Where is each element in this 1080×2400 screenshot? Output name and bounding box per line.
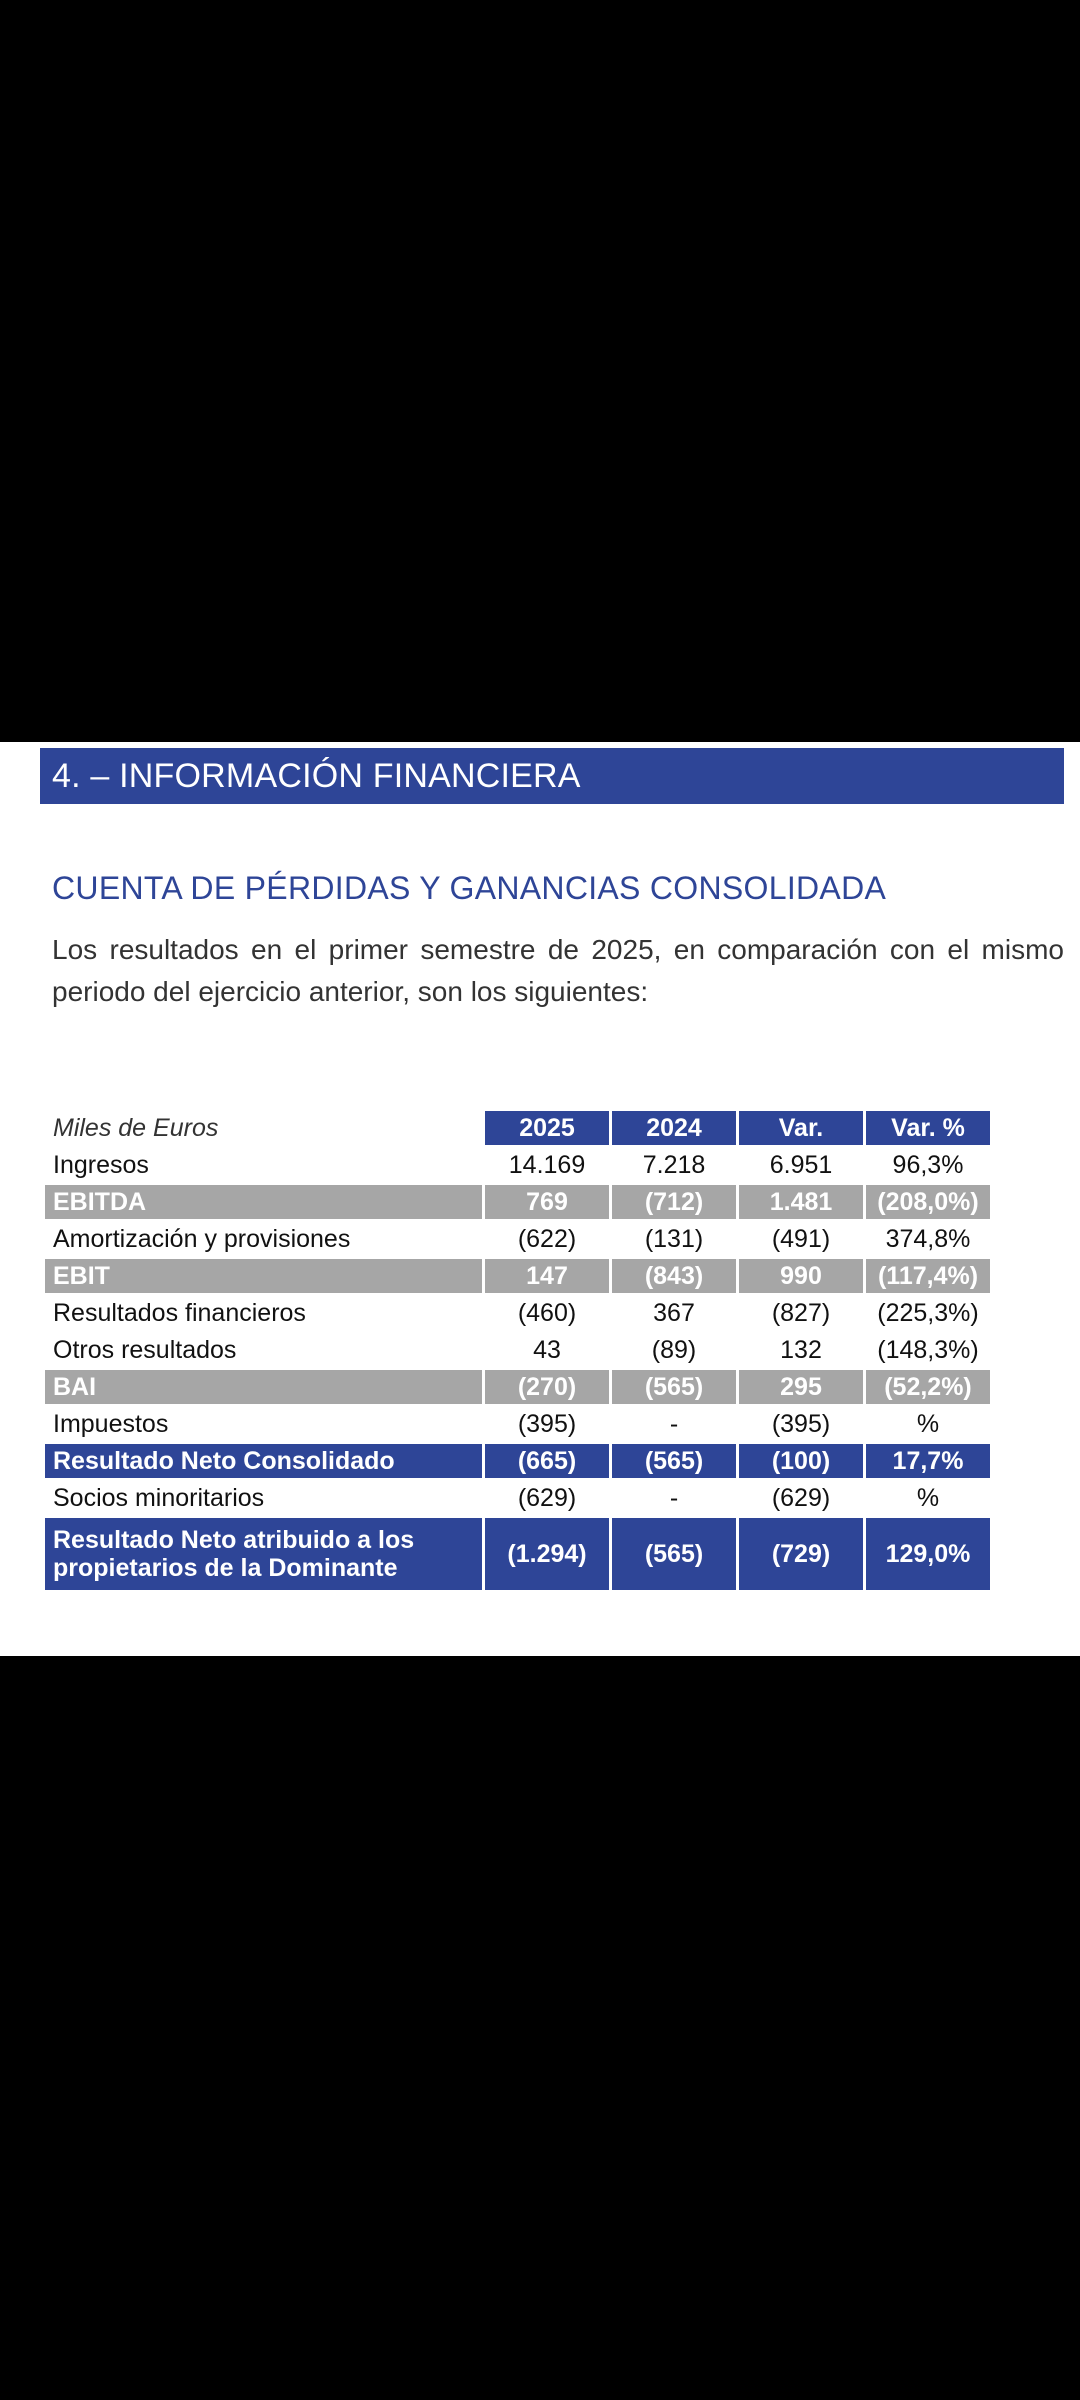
table-row-resultado-neto-consolidado — [45, 1444, 990, 1478]
cell-var-pct: (148,3%) — [866, 1333, 990, 1367]
row-label: Impuestos — [45, 1407, 482, 1441]
cell-var: 295 — [739, 1370, 863, 1404]
cell-var-pct: (208,0%) — [866, 1185, 990, 1219]
cell-var-pct: 129,0% — [866, 1518, 990, 1590]
cell-2024: 7.218 — [612, 1148, 736, 1182]
cell-var-pct: % — [866, 1407, 990, 1441]
cell-var-pct: % — [866, 1481, 990, 1515]
table-row-ebitda — [45, 1185, 990, 1219]
cell-var-pct: 374,8% — [866, 1222, 990, 1256]
cell-2025: (622) — [485, 1222, 609, 1256]
row-label-line-1: Resultado Neto atribuido a los — [53, 1526, 415, 1554]
row-label: Resultado Neto Consolidado — [45, 1444, 482, 1478]
cell-var-pct: (225,3%) — [866, 1296, 990, 1330]
statement-title: CUENTA DE PÉRDIDAS Y GANANCIAS CONSOLIDADA — [52, 870, 887, 906]
table-row-impuestos — [45, 1407, 990, 1441]
cell-var-pct: (117,4%) — [866, 1259, 990, 1293]
row-label: Otros resultados — [45, 1333, 482, 1367]
row-label-line-2: propietarios de la Dominante — [53, 1554, 398, 1582]
unit-label: Miles de Euros — [53, 1113, 219, 1142]
cell-2025: 769 — [485, 1185, 609, 1219]
row-label: Socios minoritarios — [45, 1481, 482, 1515]
row-label: Resultados financieros — [45, 1296, 482, 1330]
table-row-bai — [45, 1370, 990, 1404]
row-label — [45, 1518, 482, 1590]
cell-var-pct: 17,7% — [866, 1444, 990, 1478]
cell-2024: - — [612, 1407, 736, 1441]
income-statement-table — [42, 1108, 993, 1593]
cell-var-pct: 96,3% — [866, 1148, 990, 1182]
table-row-ingresos — [45, 1148, 990, 1182]
cell-var: 990 — [739, 1259, 863, 1293]
table-row-otros-resultados — [45, 1333, 990, 1367]
table-row-socios-minoritarios — [45, 1481, 990, 1515]
cell-2024: (89) — [612, 1333, 736, 1367]
table-row-amortizacion — [45, 1222, 990, 1256]
cell-var: 1.481 — [739, 1185, 863, 1219]
cell-2024: 367 — [612, 1296, 736, 1330]
cell-2024: (131) — [612, 1222, 736, 1256]
row-label: Amortización y provisiones — [45, 1222, 482, 1256]
cell-2024: - — [612, 1481, 736, 1515]
cell-2025: (460) — [485, 1296, 609, 1330]
cell-2025: (1.294) — [485, 1518, 609, 1590]
cell-var: 6.951 — [739, 1148, 863, 1182]
row-label: BAI — [45, 1370, 482, 1404]
cell-2024: (565) — [612, 1370, 736, 1404]
table-header-row — [45, 1111, 990, 1145]
table-row-resultado-neto-atribuido — [45, 1518, 990, 1590]
cell-var: (100) — [739, 1444, 863, 1478]
cell-var: (827) — [739, 1296, 863, 1330]
cell-2025: 43 — [485, 1333, 609, 1367]
cell-2024: (843) — [612, 1259, 736, 1293]
cell-2025: 14.169 — [485, 1148, 609, 1182]
table-row-ebit — [45, 1259, 990, 1293]
cell-2025: (665) — [485, 1444, 609, 1478]
column-header-var: Var. — [739, 1111, 863, 1145]
document-page — [0, 742, 1080, 1656]
column-header-2025: 2025 — [485, 1111, 609, 1145]
cell-2025: (270) — [485, 1370, 609, 1404]
section-header: 4. – INFORMACIÓN FINANCIERA — [40, 748, 1064, 804]
cell-var: (729) — [739, 1518, 863, 1590]
row-label: EBIT — [45, 1259, 482, 1293]
cell-var: 132 — [739, 1333, 863, 1367]
cell-2024: (565) — [612, 1518, 736, 1590]
column-header-2024: 2024 — [612, 1111, 736, 1145]
row-label: Ingresos — [45, 1148, 482, 1182]
cell-var: (491) — [739, 1222, 863, 1256]
cell-var: (395) — [739, 1407, 863, 1441]
cell-2025: (629) — [485, 1481, 609, 1515]
row-label: EBITDA — [45, 1185, 482, 1219]
cell-var: (629) — [739, 1481, 863, 1515]
cell-2024: (712) — [612, 1185, 736, 1219]
cell-2025: 147 — [485, 1259, 609, 1293]
cell-2024: (565) — [612, 1444, 736, 1478]
column-header-var-pct: Var. % — [866, 1111, 990, 1145]
table-row-resultados-financieros — [45, 1296, 990, 1330]
intro-paragraph: Los resultados en el primer semestre de 2025, en comparación con el mismo periodo del ejercicio anterior, son los siguientes: — [52, 934, 1064, 1007]
cell-2025: (395) — [485, 1407, 609, 1441]
cell-var-pct: (52,2%) — [866, 1370, 990, 1404]
